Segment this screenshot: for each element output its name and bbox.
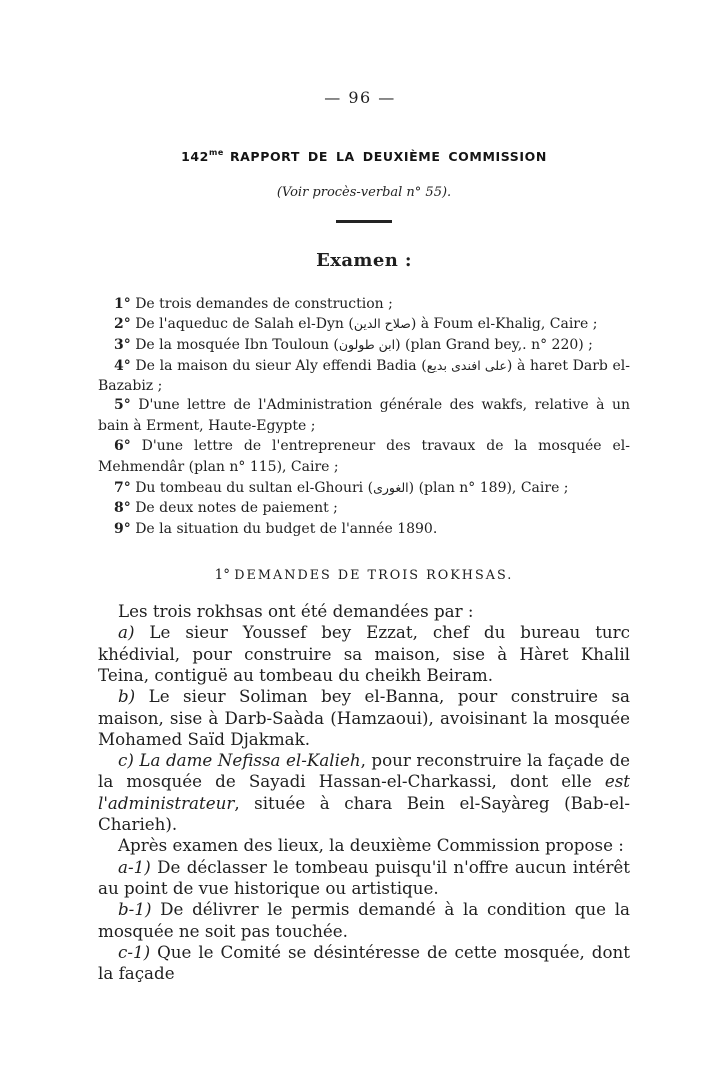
section-number: 1° (214, 567, 230, 584)
item-text: De deux notes de paiement ; (135, 500, 338, 517)
paragraph-b-lead: b) (118, 686, 136, 707)
item-text-cont: ) à Foum el-Khalig, Caire ; (410, 316, 598, 333)
item-arabic-text: صلاح الدين (353, 316, 411, 332)
paragraph-c-lead: c) La dame Nefissa el-Kalieh (118, 750, 361, 771)
list-item-8 (98, 498, 630, 519)
item-number: 6° (114, 438, 131, 455)
report-title-text: RAPPORT DE LA DEUXIÈME COMMISSION (229, 149, 547, 164)
item-text: Du tombeau du sultan el-Ghouri ( (135, 479, 374, 496)
item-arabic-text: على افندى بديع (426, 357, 507, 373)
list-item-3 (98, 335, 630, 356)
paragraph-intro: Les trois rokhsas ont été demandées par : (118, 601, 474, 622)
item-number: 5° (114, 397, 131, 414)
list-item-4 (98, 356, 630, 397)
paragraph-b1 (98, 899, 630, 942)
item-number: 2° (114, 316, 131, 333)
list-item-9 (98, 519, 630, 540)
paragraph-c-text: , pour reconstruire la façade de la mosquée de Sayadi Hassan-el-Charkassi, dont elle (98, 750, 631, 792)
list-item-6 (98, 437, 630, 478)
page-content (0, 149, 720, 984)
item-arabic-text: ابن طولون (338, 337, 396, 353)
report-title-number: 142 (181, 149, 209, 164)
paragraph-apres: Après examen des lieux, la deuxième Commission propose : (118, 835, 624, 856)
report-subtitle: (Voir procès-verbal n° 55). (276, 185, 452, 200)
paragraph-c1-text: Que le Comité se désintéresse de cette mosquée, dont la façade (98, 941, 630, 984)
body-text (98, 601, 630, 984)
paragraph-c1-lead: c-1) (118, 941, 151, 962)
paragraph-b1-lead: b-1) (118, 899, 152, 920)
list-item-5 (98, 396, 630, 437)
paragraph-a1-lead: a-1) (118, 856, 151, 877)
paragraph-b1-text: De délivrer le permis demandé à la condition que la mosquée ne soit pas touchée. (98, 899, 630, 941)
item-text-cont: ) à haret Darb el-Bazabiz ; (98, 357, 631, 394)
item-number: 3° (114, 337, 131, 354)
paragraph-c-end: , située à chara Bein el-Sayàreg (Bab-el-Charieh). (98, 792, 630, 835)
item-text: De trois demandes de construction ; (135, 295, 393, 312)
item-text-cont: ) (plan n° 189), Caire ; (408, 479, 569, 496)
paragraph-b (98, 686, 630, 750)
item-text: De la maison du sieur Aly effendi Badia ( (135, 357, 427, 374)
item-text: De la situation du budget de l'année 1890. (135, 521, 438, 538)
paragraph-c (98, 750, 630, 835)
paragraph-c1 (98, 942, 630, 985)
item-text: D'une lettre de l'Administration générale des wakfs, relative à un bain à Erment, Haute-Egypte ; (98, 397, 630, 435)
report-title (98, 149, 630, 164)
paragraph-a1-text: De déclasser le tombeau puisqu'il n'offre aucun intérêt au point de vue historique ou artistique. (98, 856, 630, 898)
list-item-7 (98, 478, 630, 499)
section-title: DEMANDES DE TROIS ROKHSAS. (234, 568, 514, 584)
report-title-ordinal: me (208, 148, 224, 157)
examen-heading: Examen : (316, 249, 412, 271)
item-text-cont: ) (plan Grand bey,. n° 220) ; (395, 337, 593, 354)
paragraph-b-text: Le sieur Soliman bey el-Banna, pour construire sa maison, sise à Darb-Saàda (Hamzaoui), avoisinant la mosquée Mohamed Saïd Djakmak. (98, 686, 630, 749)
page-number: — 96 — (324, 88, 396, 107)
item-number: 4° (114, 357, 131, 374)
item-text: D'une lettre de l'entrepreneur des travaux de la mosquée el-Mehmendâr (plan n° 115), Caire ; (98, 438, 630, 475)
item-text: De la mosquée Ibn Touloun ( (135, 337, 339, 354)
paragraph-c-italic: est l'administrateur (98, 771, 630, 813)
paragraph-a-text: Le sieur Youssef bey Ezzat, chef du bureau turc khédivial, pour construire sa maison, sise à Hàret Khalil Teina, contiguë au tombeau du cheikh Beiram. (98, 622, 630, 685)
paragraph-a-lead: a) (118, 622, 135, 643)
item-arabic-text: الغورى (373, 479, 409, 495)
item-number: 8° (114, 500, 131, 517)
examen-list (98, 294, 630, 541)
item-number: 7° (114, 479, 131, 496)
list-item-2 (98, 314, 630, 335)
item-text: De l'aqueduc de Salah el-Dyn ( (135, 316, 354, 333)
list-item-1 (98, 294, 630, 315)
section-divider-rule (336, 220, 392, 223)
item-number: 9° (114, 521, 131, 538)
paragraph-a (98, 622, 630, 686)
paragraph-a1 (98, 857, 630, 900)
section-heading (98, 567, 630, 584)
item-number: 1° (114, 295, 131, 312)
